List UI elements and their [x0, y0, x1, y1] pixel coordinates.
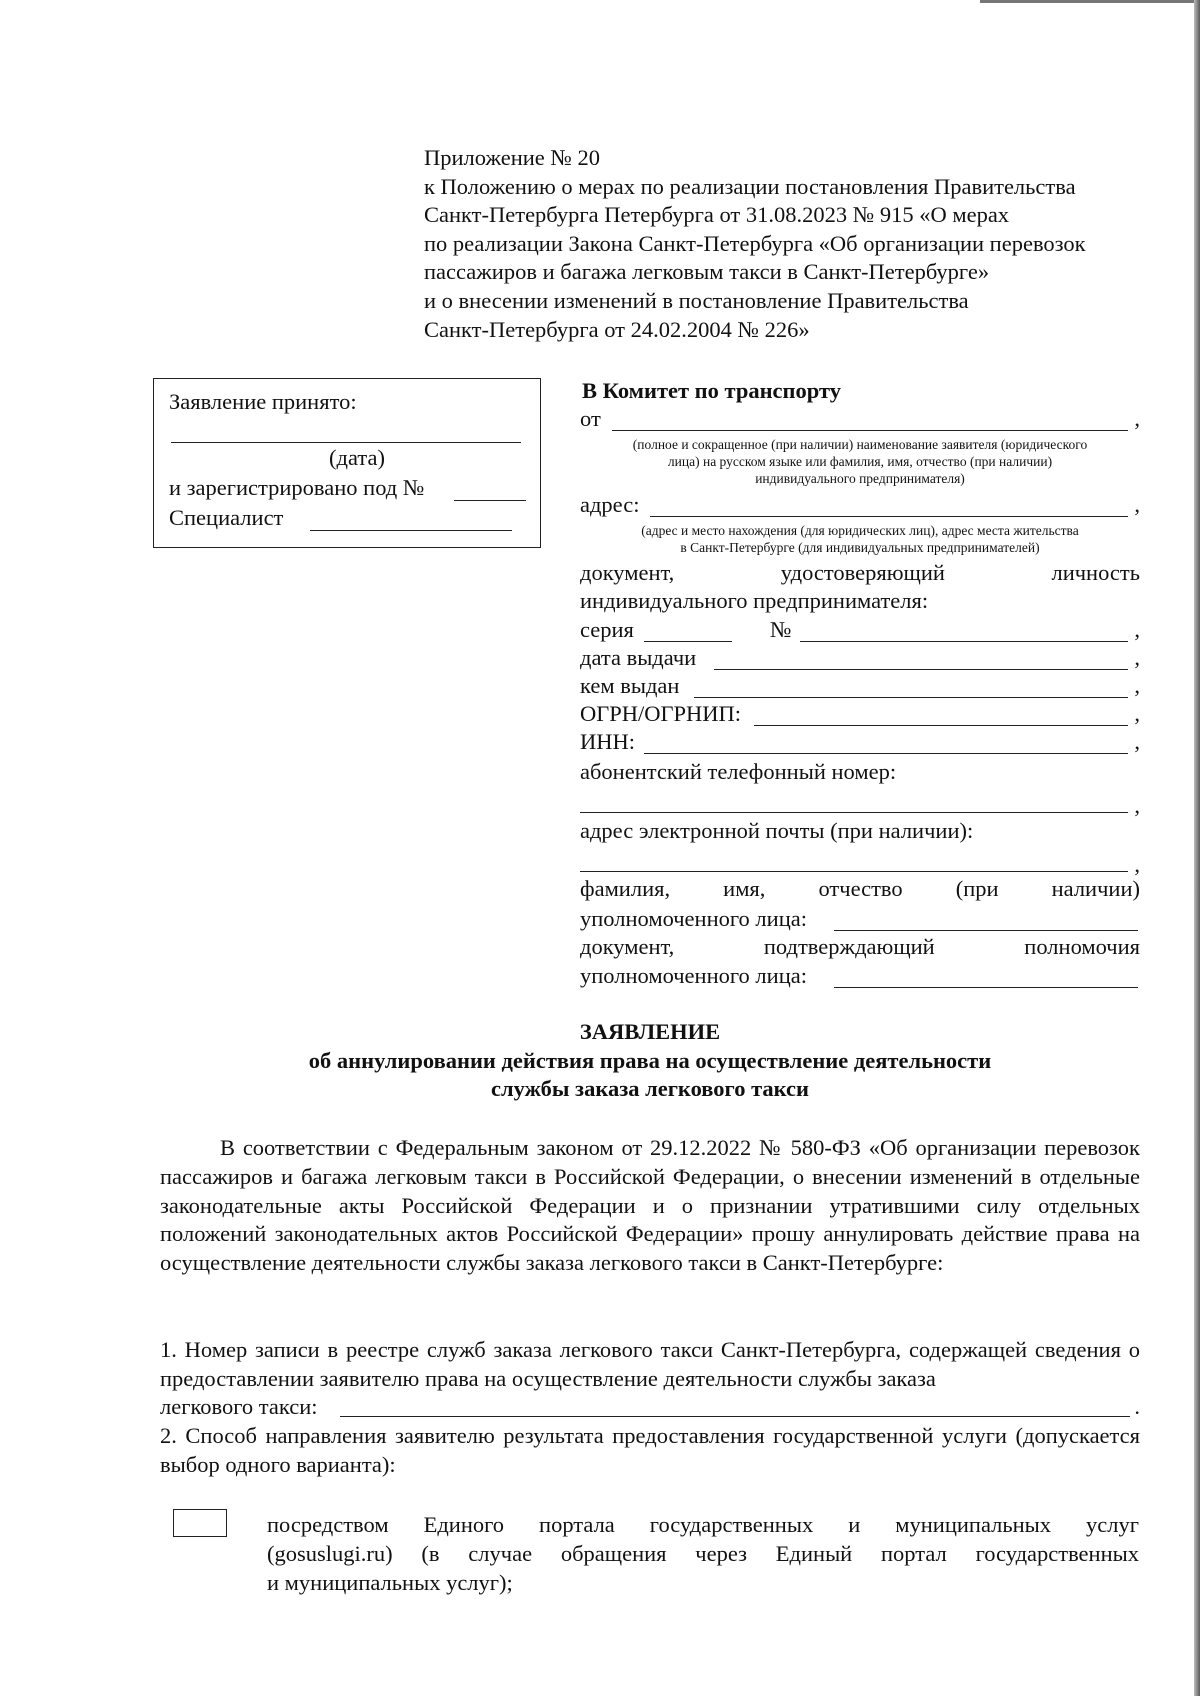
header-line: по реализации Закона Санкт-Петербурга «Об организации перевозок: [424, 230, 1086, 256]
statement-title: ЗАЯВЛЕНИЕ об аннулировании действия права на осуществление деятельности службы заказа легкового такси: [308, 1019, 992, 1102]
inn-field[interactable]: [644, 753, 1128, 754]
header-line: Санкт-Петербурга от 24.02.2004 № 226»: [424, 316, 810, 342]
phone-field[interactable]: [580, 812, 1128, 813]
inn-row: ИНН: ,: [580, 729, 1140, 754]
address-field[interactable]: [650, 516, 1128, 517]
issued-by-row: кем выдан ,: [580, 673, 1140, 698]
gosuslugi-option-checkbox[interactable]: [173, 1509, 227, 1537]
id-document-line2: индивидуального предпринимателя:: [580, 588, 929, 613]
registered-label: и зарегистрировано под №: [169, 475, 425, 500]
series-row: серия № ,: [580, 617, 1140, 642]
ogrn-label: ОГРН/ОГРНИП:: [580, 701, 742, 726]
series-label: серия: [580, 617, 634, 642]
accepted-label: Заявление принято:: [169, 389, 357, 414]
issue-date-field[interactable]: [714, 669, 1128, 670]
item-1-text: 1. Номер записи в реестре служб заказа легкового такси Санкт-Петербурга, содержащей сведения о предоставлении заявителю права на осуществление деятельности службы заказа: [160, 1337, 1140, 1391]
representative-line: фамилия, имя, отчество (при наличии): [580, 876, 1140, 901]
series-field[interactable]: [644, 641, 732, 642]
issue-date-label: дата выдачи: [580, 645, 697, 670]
representative-row: [580, 906, 1140, 934]
address-row: адрес: ,: [580, 492, 1140, 517]
header-line: Санкт-Петербурга Петербурга от 31.08.2023 № 915 «О мерах: [424, 202, 1010, 228]
registry-record-number-field[interactable]: [340, 1416, 1130, 1417]
date-field[interactable]: [171, 442, 521, 443]
header-line: к Положению о мерах по реализации постановления Правительства: [424, 173, 1076, 199]
inn-label: ИНН:: [580, 729, 635, 754]
ogrn-row: ОГРН/ОГРНИП: ,: [580, 701, 1140, 726]
issued-by-field[interactable]: [694, 697, 1128, 698]
number-label: №: [770, 617, 792, 642]
item-2-text: 2. Способ направления заявителю результата предоставления государственной услуги (допускается выбор одного варианта):: [160, 1423, 1140, 1477]
phone-row: ,: [580, 793, 1140, 821]
address-hint: (адрес и место нахождения (для юридических лиц), адрес места жительства в Санкт-Петербурге (для индивидуальных предпринимателей): [641, 523, 1079, 555]
authority-document-label: уполномоченного лица:: [580, 963, 807, 988]
email-label: адрес электронной почты (при наличии):: [580, 818, 974, 843]
header-line: и о внесении изменений в постановление Правительства: [424, 287, 969, 313]
authority-document-row: [580, 963, 1140, 991]
issued-by-label: кем выдан: [580, 673, 680, 698]
phone-label: абонентский телефонный номер:: [580, 759, 897, 784]
scan-edge-top: [980, 0, 1200, 3]
registration-number-field[interactable]: [454, 500, 526, 501]
appendix-header: [424, 144, 1164, 344]
acceptance-stamp-box: [153, 378, 541, 548]
id-document-line: документ, удостоверяющий личность: [580, 560, 1140, 585]
email-field[interactable]: [580, 871, 1128, 872]
scan-edge-right: [1194, 0, 1200, 1696]
applicant-name-field[interactable]: [612, 430, 1128, 431]
issue-date-row: дата выдачи ,: [580, 645, 1140, 670]
item-1-tail-row: легкового такси: .: [160, 1394, 1140, 1419]
header-line: Приложение № 20: [424, 145, 600, 170]
item-1-tail-label: легкового такси:: [160, 1394, 318, 1419]
specialist-label: Специалист: [169, 505, 284, 530]
document-number-field[interactable]: [800, 641, 1128, 642]
intro-paragraph: В соответствии с Федеральным законом от 29.12.2022 № 580-ФЗ «Об организации перевозок пассажиров и багажа легковым такси в Российской Федерации, о внесении изменений в отдельные законодательные акты Российской Федерации и о признании утратившими силу отдельных положений законодательных актов Российской Федерации» прошу аннулировать действие права на осуществление деятельности службы заказа легкового такси в Санкт-Петербурге:: [160, 1135, 1140, 1276]
address-label: адрес:: [580, 492, 640, 517]
applicant-name-hint: (полное и сокращенное (при наличии) наименование заявителя (юридического лица) на русском языке или фамилия, имя, отчество (при наличии) индивидуального предпринимателя): [632, 437, 1088, 486]
gosuslugi-option-text: посредством Единого портала государственных и муниципальных услуг (gosuslugi.ru) (в случае обращения через Единый портал государственных и муниципальных услуг);: [267, 1512, 1139, 1595]
representative-label: уполномоченного лица:: [580, 906, 807, 931]
representative-field[interactable]: [834, 930, 1138, 931]
header-line: пассажиров и багажа легковым такси в Санкт-Петербурге»: [424, 259, 990, 285]
authority-document-field[interactable]: [834, 987, 1138, 988]
date-label: (дата): [329, 445, 385, 470]
ogrn-field[interactable]: [754, 725, 1128, 726]
specialist-field[interactable]: [310, 530, 512, 531]
from-label: от: [580, 406, 601, 431]
email-row: ,: [580, 852, 1140, 880]
recipient-title: В Комитет по транспорту: [582, 378, 841, 403]
authority-document-line: документ, подтверждающий полномочия: [580, 934, 1140, 959]
from-row: от ,: [580, 406, 1140, 431]
